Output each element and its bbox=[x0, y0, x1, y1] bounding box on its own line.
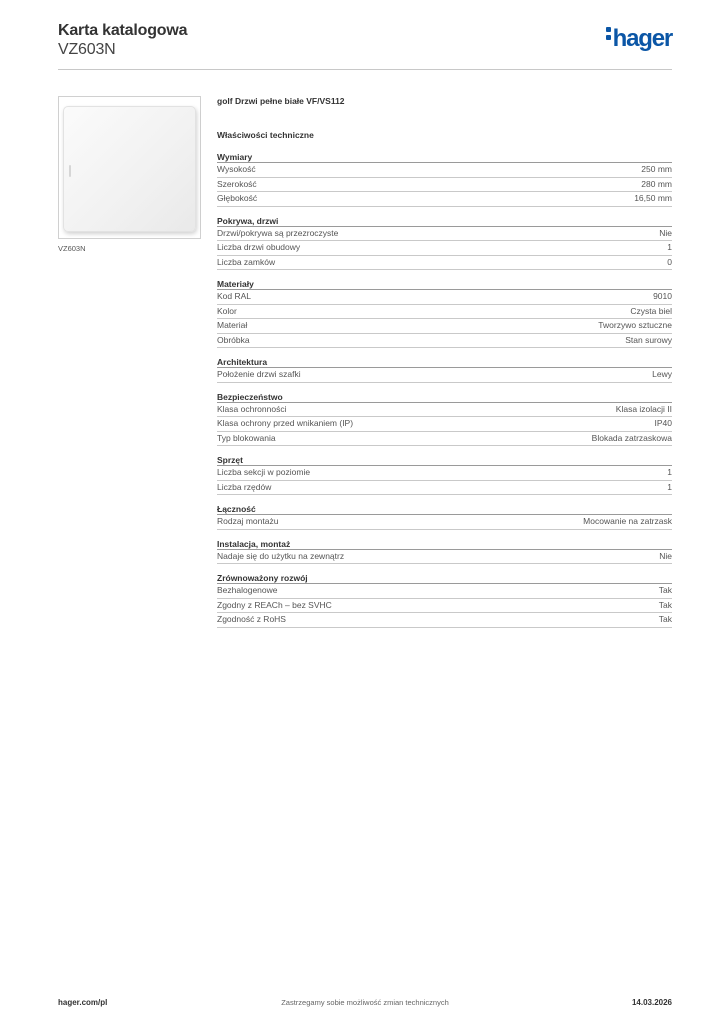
image-caption: VZ603N bbox=[58, 244, 86, 253]
product-code: VZ603N bbox=[58, 41, 116, 58]
door-handle bbox=[69, 165, 71, 177]
spec-label: Kod RAL bbox=[217, 291, 252, 301]
footer-disclaimer: Zastrzegamy sobie możliwość zmian technicznych bbox=[281, 998, 449, 1007]
spec-row bbox=[217, 403, 672, 418]
spec-label: Położenie drzwi szafki bbox=[217, 369, 301, 379]
spec-label: Kolor bbox=[217, 305, 237, 316]
spec-value: Mocowanie na zatrzask bbox=[583, 516, 672, 526]
spec-row bbox=[217, 305, 672, 320]
spec-row bbox=[217, 256, 672, 271]
product-name: golf Drzwi pełne białe VF/VS112 bbox=[217, 96, 345, 106]
spec-section bbox=[217, 151, 672, 207]
spec-row bbox=[217, 192, 672, 207]
document-title: Karta katalogowa bbox=[58, 22, 188, 39]
spec-section bbox=[217, 278, 672, 348]
spec-value: 0 bbox=[667, 256, 672, 267]
spec-value: Tak bbox=[658, 614, 672, 624]
spec-row bbox=[217, 515, 672, 530]
spec-row bbox=[217, 432, 672, 447]
spec-label: Zgodność z RoHS bbox=[217, 614, 286, 624]
spec-section bbox=[217, 454, 672, 495]
spec-row bbox=[217, 417, 672, 432]
spec-row bbox=[217, 599, 672, 614]
spec-section bbox=[217, 391, 672, 447]
spec-value: 16,50 mm bbox=[634, 193, 672, 203]
product-image bbox=[58, 96, 201, 239]
section-title: Materiały bbox=[217, 278, 672, 290]
logo-text: hager bbox=[612, 25, 672, 52]
spec-row bbox=[217, 163, 672, 178]
spec-value: 280 mm bbox=[641, 178, 672, 189]
spec-value: Tworzywo sztuczne bbox=[598, 320, 672, 330]
section-title: Instalacja, montaż bbox=[217, 538, 672, 550]
spec-label: Wysokość bbox=[217, 164, 256, 174]
spec-section bbox=[217, 503, 672, 530]
spec-value: Nie bbox=[659, 550, 672, 561]
spec-value: IP40 bbox=[654, 418, 672, 428]
section-title: Architektura bbox=[217, 356, 672, 368]
spec-label: Nadaje się do użytku na zewnątrz bbox=[217, 550, 345, 561]
spec-label: Rodzaj montażu bbox=[217, 516, 279, 526]
spec-row bbox=[217, 584, 672, 599]
spec-row bbox=[217, 334, 672, 349]
spec-label: Typ blokowania bbox=[217, 432, 276, 443]
section-title: Zrównoważony rozwój bbox=[217, 572, 672, 584]
spec-row bbox=[217, 550, 672, 565]
spec-row bbox=[217, 290, 672, 305]
footer-date: 14.03.2026 bbox=[631, 998, 672, 1007]
spec-value: 9010 bbox=[653, 291, 672, 301]
spec-label: Głębokość bbox=[217, 193, 258, 203]
spec-row bbox=[217, 241, 672, 256]
page-header bbox=[58, 20, 672, 70]
spec-label: Liczba sekcji w poziomie bbox=[217, 467, 311, 477]
spec-label: Liczba drzwi obudowy bbox=[217, 242, 301, 252]
spec-label: Liczba rzędów bbox=[217, 481, 272, 492]
logo-dots-icon bbox=[606, 27, 611, 43]
spec-section bbox=[217, 356, 672, 383]
header-divider bbox=[58, 69, 672, 70]
spec-label: Drzwi/pokrywa są przezroczyste bbox=[217, 227, 339, 238]
spec-label: Liczba zamków bbox=[217, 256, 276, 267]
spec-value: Nie bbox=[659, 227, 672, 238]
spec-value: Czysta biel bbox=[630, 305, 672, 316]
spec-sections bbox=[217, 151, 672, 628]
spec-content bbox=[217, 95, 672, 628]
spec-label: Klasa ochronności bbox=[217, 403, 287, 414]
section-title: Wymiary bbox=[217, 151, 672, 163]
spec-value: 250 mm bbox=[641, 164, 672, 174]
spec-value: 1 bbox=[667, 481, 672, 492]
spec-label: Zgodny z REACh – bez SVHC bbox=[217, 599, 332, 610]
spec-value: Lewy bbox=[652, 369, 672, 379]
spec-row bbox=[217, 319, 672, 334]
section-title: Pokrywa, drzwi bbox=[217, 215, 672, 227]
spec-row bbox=[217, 227, 672, 242]
spec-value: Tak bbox=[658, 585, 672, 595]
page-footer bbox=[58, 998, 672, 1012]
spec-row bbox=[217, 613, 672, 628]
section-title: Sprzęt bbox=[217, 454, 672, 466]
spec-section bbox=[217, 572, 672, 628]
spec-heading: Właściwości techniczne bbox=[217, 130, 314, 140]
section-title: Bezpieczeństwo bbox=[217, 391, 672, 403]
spec-value: Klasa izolacji II bbox=[615, 403, 672, 414]
door-panel-icon bbox=[63, 106, 196, 232]
spec-row bbox=[217, 466, 672, 481]
spec-value: Blokada zatrzaskowa bbox=[591, 432, 672, 443]
spec-section bbox=[217, 215, 672, 271]
spec-value: Tak bbox=[658, 599, 672, 610]
spec-label: Bezhalogenowe bbox=[217, 585, 278, 595]
spec-row bbox=[217, 368, 672, 383]
spec-row bbox=[217, 178, 672, 193]
hager-logo bbox=[606, 27, 672, 51]
spec-label: Materiał bbox=[217, 320, 248, 330]
spec-label: Obróbka bbox=[217, 334, 250, 345]
section-title: Łączność bbox=[217, 503, 672, 515]
spec-label: Klasa ochrony przed wnikaniem (IP) bbox=[217, 418, 354, 428]
spec-value: Stan surowy bbox=[625, 334, 672, 345]
spec-row bbox=[217, 481, 672, 496]
spec-section bbox=[217, 538, 672, 565]
spec-value: 1 bbox=[667, 242, 672, 252]
footer-website: hager.com/pl bbox=[58, 998, 108, 1007]
spec-value: 1 bbox=[667, 467, 672, 477]
spec-label: Szerokość bbox=[217, 178, 257, 189]
